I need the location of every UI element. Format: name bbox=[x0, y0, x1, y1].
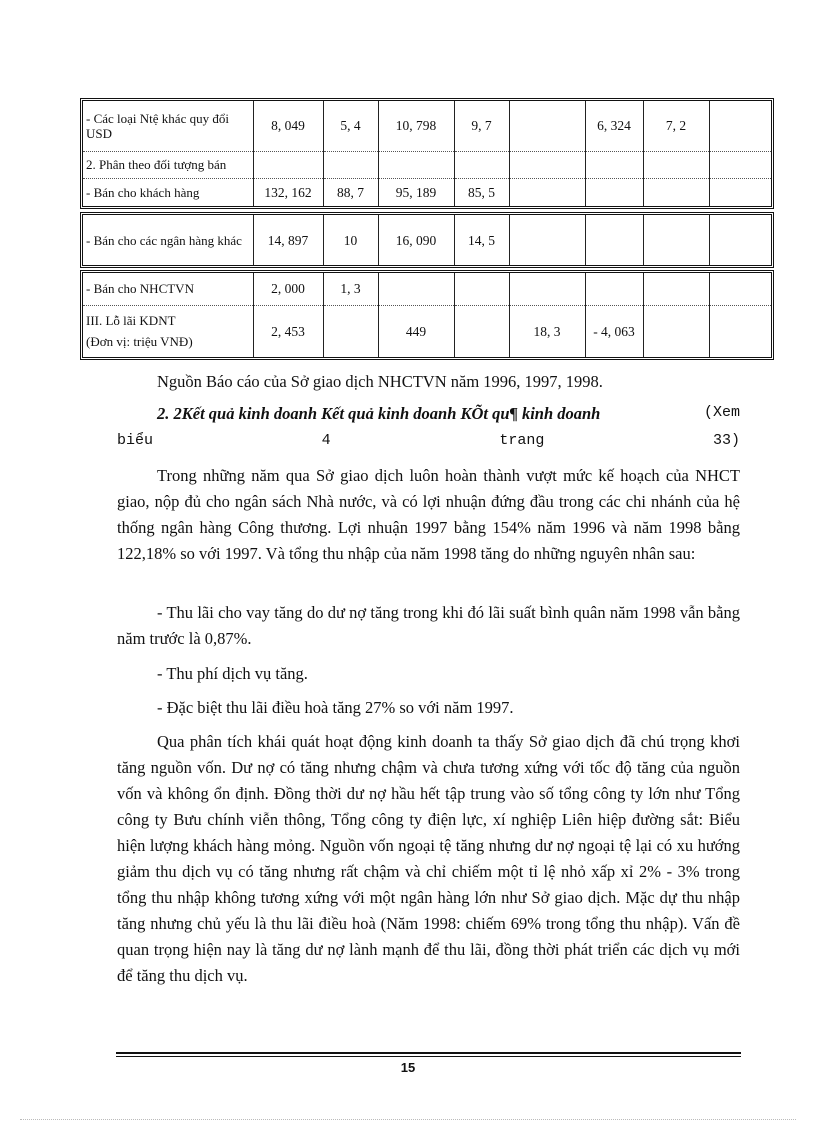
table-cell bbox=[378, 151, 454, 178]
table-cell: 449 bbox=[378, 305, 454, 357]
table-cell bbox=[454, 151, 509, 178]
page-edge-dots bbox=[20, 1119, 796, 1120]
table-cell bbox=[643, 273, 709, 305]
heading-reference bbox=[117, 432, 740, 449]
table-cell: 18, 3 bbox=[509, 305, 585, 357]
table-cell: 10 bbox=[323, 215, 378, 265]
data-table-block-3 bbox=[80, 270, 774, 360]
row-label: - Bán cho các ngân hàng khác bbox=[86, 232, 242, 248]
table-cell: 7, 2 bbox=[643, 101, 709, 151]
table-row bbox=[83, 151, 771, 178]
table-cell: 9, 7 bbox=[454, 101, 509, 151]
ref-word: trang bbox=[499, 432, 545, 449]
table-cell bbox=[509, 151, 585, 178]
table-cell bbox=[509, 178, 585, 206]
footer-rule bbox=[116, 1052, 741, 1054]
page-number: 15 bbox=[400, 1060, 416, 1075]
footer-rule-thin bbox=[116, 1056, 741, 1057]
heading-title: 2. 2Kết quả kinh doanh Kết quả kinh doanh KÕt qu¶ kinh doanh bbox=[157, 404, 601, 423]
data-table-block-2 bbox=[80, 212, 774, 268]
section-heading bbox=[157, 404, 740, 424]
table-cell bbox=[253, 151, 323, 178]
table-cell bbox=[709, 273, 771, 305]
source-note: Nguồn Báo cáo của Sở giao dịch NHCTVN năm 1996, 1997, 1998. bbox=[157, 372, 603, 391]
table-cell bbox=[585, 151, 643, 178]
row-label: 2. Phân theo đối tượng bán bbox=[83, 151, 253, 178]
table-row bbox=[83, 178, 771, 206]
table-cell: 14, 897 bbox=[253, 215, 323, 265]
table-cell: 88, 7 bbox=[323, 178, 378, 206]
table-cell: 5, 4 bbox=[323, 101, 378, 151]
ref-word: biểu bbox=[117, 432, 154, 449]
table-cell: 132, 162 bbox=[253, 178, 323, 206]
table-cell bbox=[709, 178, 771, 206]
table-cell: 1, 3 bbox=[323, 273, 378, 305]
table-cell bbox=[585, 178, 643, 206]
table-row bbox=[83, 273, 771, 305]
table-cell: 6, 324 bbox=[585, 101, 643, 151]
row-label: - Bán cho NHCTVN bbox=[83, 273, 253, 305]
table-cell: 2, 000 bbox=[253, 273, 323, 305]
table-cell bbox=[585, 273, 643, 305]
table-cell: 14, 5 bbox=[454, 215, 509, 265]
table-cell bbox=[509, 273, 585, 305]
table-row bbox=[83, 305, 771, 357]
table-cell: 85, 5 bbox=[454, 178, 509, 206]
row-label-unit: (Đơn vị: triệu VNĐ) bbox=[86, 334, 193, 350]
table-cell bbox=[454, 305, 509, 357]
table-row bbox=[83, 101, 771, 151]
data-table-block-1 bbox=[80, 98, 774, 209]
table-cell bbox=[709, 151, 771, 178]
table-cell bbox=[323, 151, 378, 178]
row-label: - Bán cho khách hàng bbox=[86, 184, 200, 200]
paragraph: - Thu phí dịch vụ tăng. bbox=[157, 664, 308, 683]
table-cell bbox=[323, 305, 378, 357]
table-cell bbox=[643, 151, 709, 178]
heading-ref-open: (Xem bbox=[703, 404, 740, 421]
paragraph: Qua phân tích khái quát hoạt động kinh doanh ta thấy Sở giao dịch đã chú trọng khơi tăng nguồn vốn. Dư nợ có tăng nhưng chậm và chưa tương xứng với tốc độ tăng của nguồn vốn và không ổn định. Đồng thời dư nợ hầu hết tập trung vào số tổng công ty lớn như Tổng công ty Bưu chính viễn thông, Tổng công ty điện lực, xí nghiệp Liên hiệp đường sắt: Biểu hiện lượng khách hàng mỏng. Nguồn vốn ngoại tệ tăng nhưng dư nợ ngoại tệ lại có xu hướng giảm thu dịch vụ có tăng nhưng rất chậm và chỉ chiếm một tỉ lệ nhỏ xấp xỉ 2% - 3% trong tổng thu nhập không tương xứng với một ngân hàng lớn như Sở giao dịch. Mặc dự thu nhập tăng nhưng chủ yếu là thu lãi điều hoà (Năm 1998: chiếm 69% trong tổng thu nhập). Vấn đề quan trọng hiện nay là tăng dư nợ lành mạnh để thu lãi, đồng thời phát triển các dịch vụ mới để tăng thu dịch vụ. bbox=[117, 732, 740, 985]
paragraph: - Đặc biệt thu lãi điều hoà tăng 27% so với năm 1997. bbox=[157, 698, 514, 717]
table-cell bbox=[454, 273, 509, 305]
row-label-main: III. Lỗ lãi KDNT bbox=[86, 313, 176, 329]
table-cell bbox=[378, 273, 454, 305]
table-cell bbox=[643, 178, 709, 206]
ref-number: 4 bbox=[321, 432, 331, 449]
table-cell: 95, 189 bbox=[378, 178, 454, 206]
table-cell: - 4, 063 bbox=[585, 305, 643, 357]
table-row bbox=[83, 215, 771, 265]
table-cell bbox=[509, 101, 585, 151]
row-label: - Các loại Ntệ khác quy đổi USD bbox=[83, 101, 253, 151]
paragraph: - Thu lãi cho vay tăng do dư nợ tăng trong khi đó lãi suất bình quân năm 1998 vẫn bằng năm trước là 0,87%. bbox=[117, 603, 740, 648]
table-cell bbox=[643, 215, 709, 265]
table-cell bbox=[709, 215, 771, 265]
table-cell: 16, 090 bbox=[378, 215, 454, 265]
table-cell bbox=[643, 305, 709, 357]
table-cell bbox=[585, 215, 643, 265]
table-cell: 10, 798 bbox=[378, 101, 454, 151]
row-label bbox=[83, 305, 253, 357]
table-cell bbox=[509, 215, 585, 265]
table-cell: 2, 453 bbox=[253, 305, 323, 357]
table-cell bbox=[709, 101, 771, 151]
ref-page: 33) bbox=[712, 432, 740, 449]
paragraph: Trong những năm qua Sở giao dịch luôn hoàn thành vượt mức kế hoạch của NHCT giao, nộp đủ cho ngân sách Nhà nước, và có lợi nhuận đứng đầu trong các chi nhánh của hệ thống ngân hàng Công thương. Lợi nhuận 1997 bằng 154% năm 1996 và năm 1998 bằng 122,18% so với 1997. Và tổng thu nhập của năm 1998 tăng do những nguyên nhân sau: bbox=[117, 466, 740, 563]
table-cell: 8, 049 bbox=[253, 101, 323, 151]
table-cell bbox=[709, 305, 771, 357]
